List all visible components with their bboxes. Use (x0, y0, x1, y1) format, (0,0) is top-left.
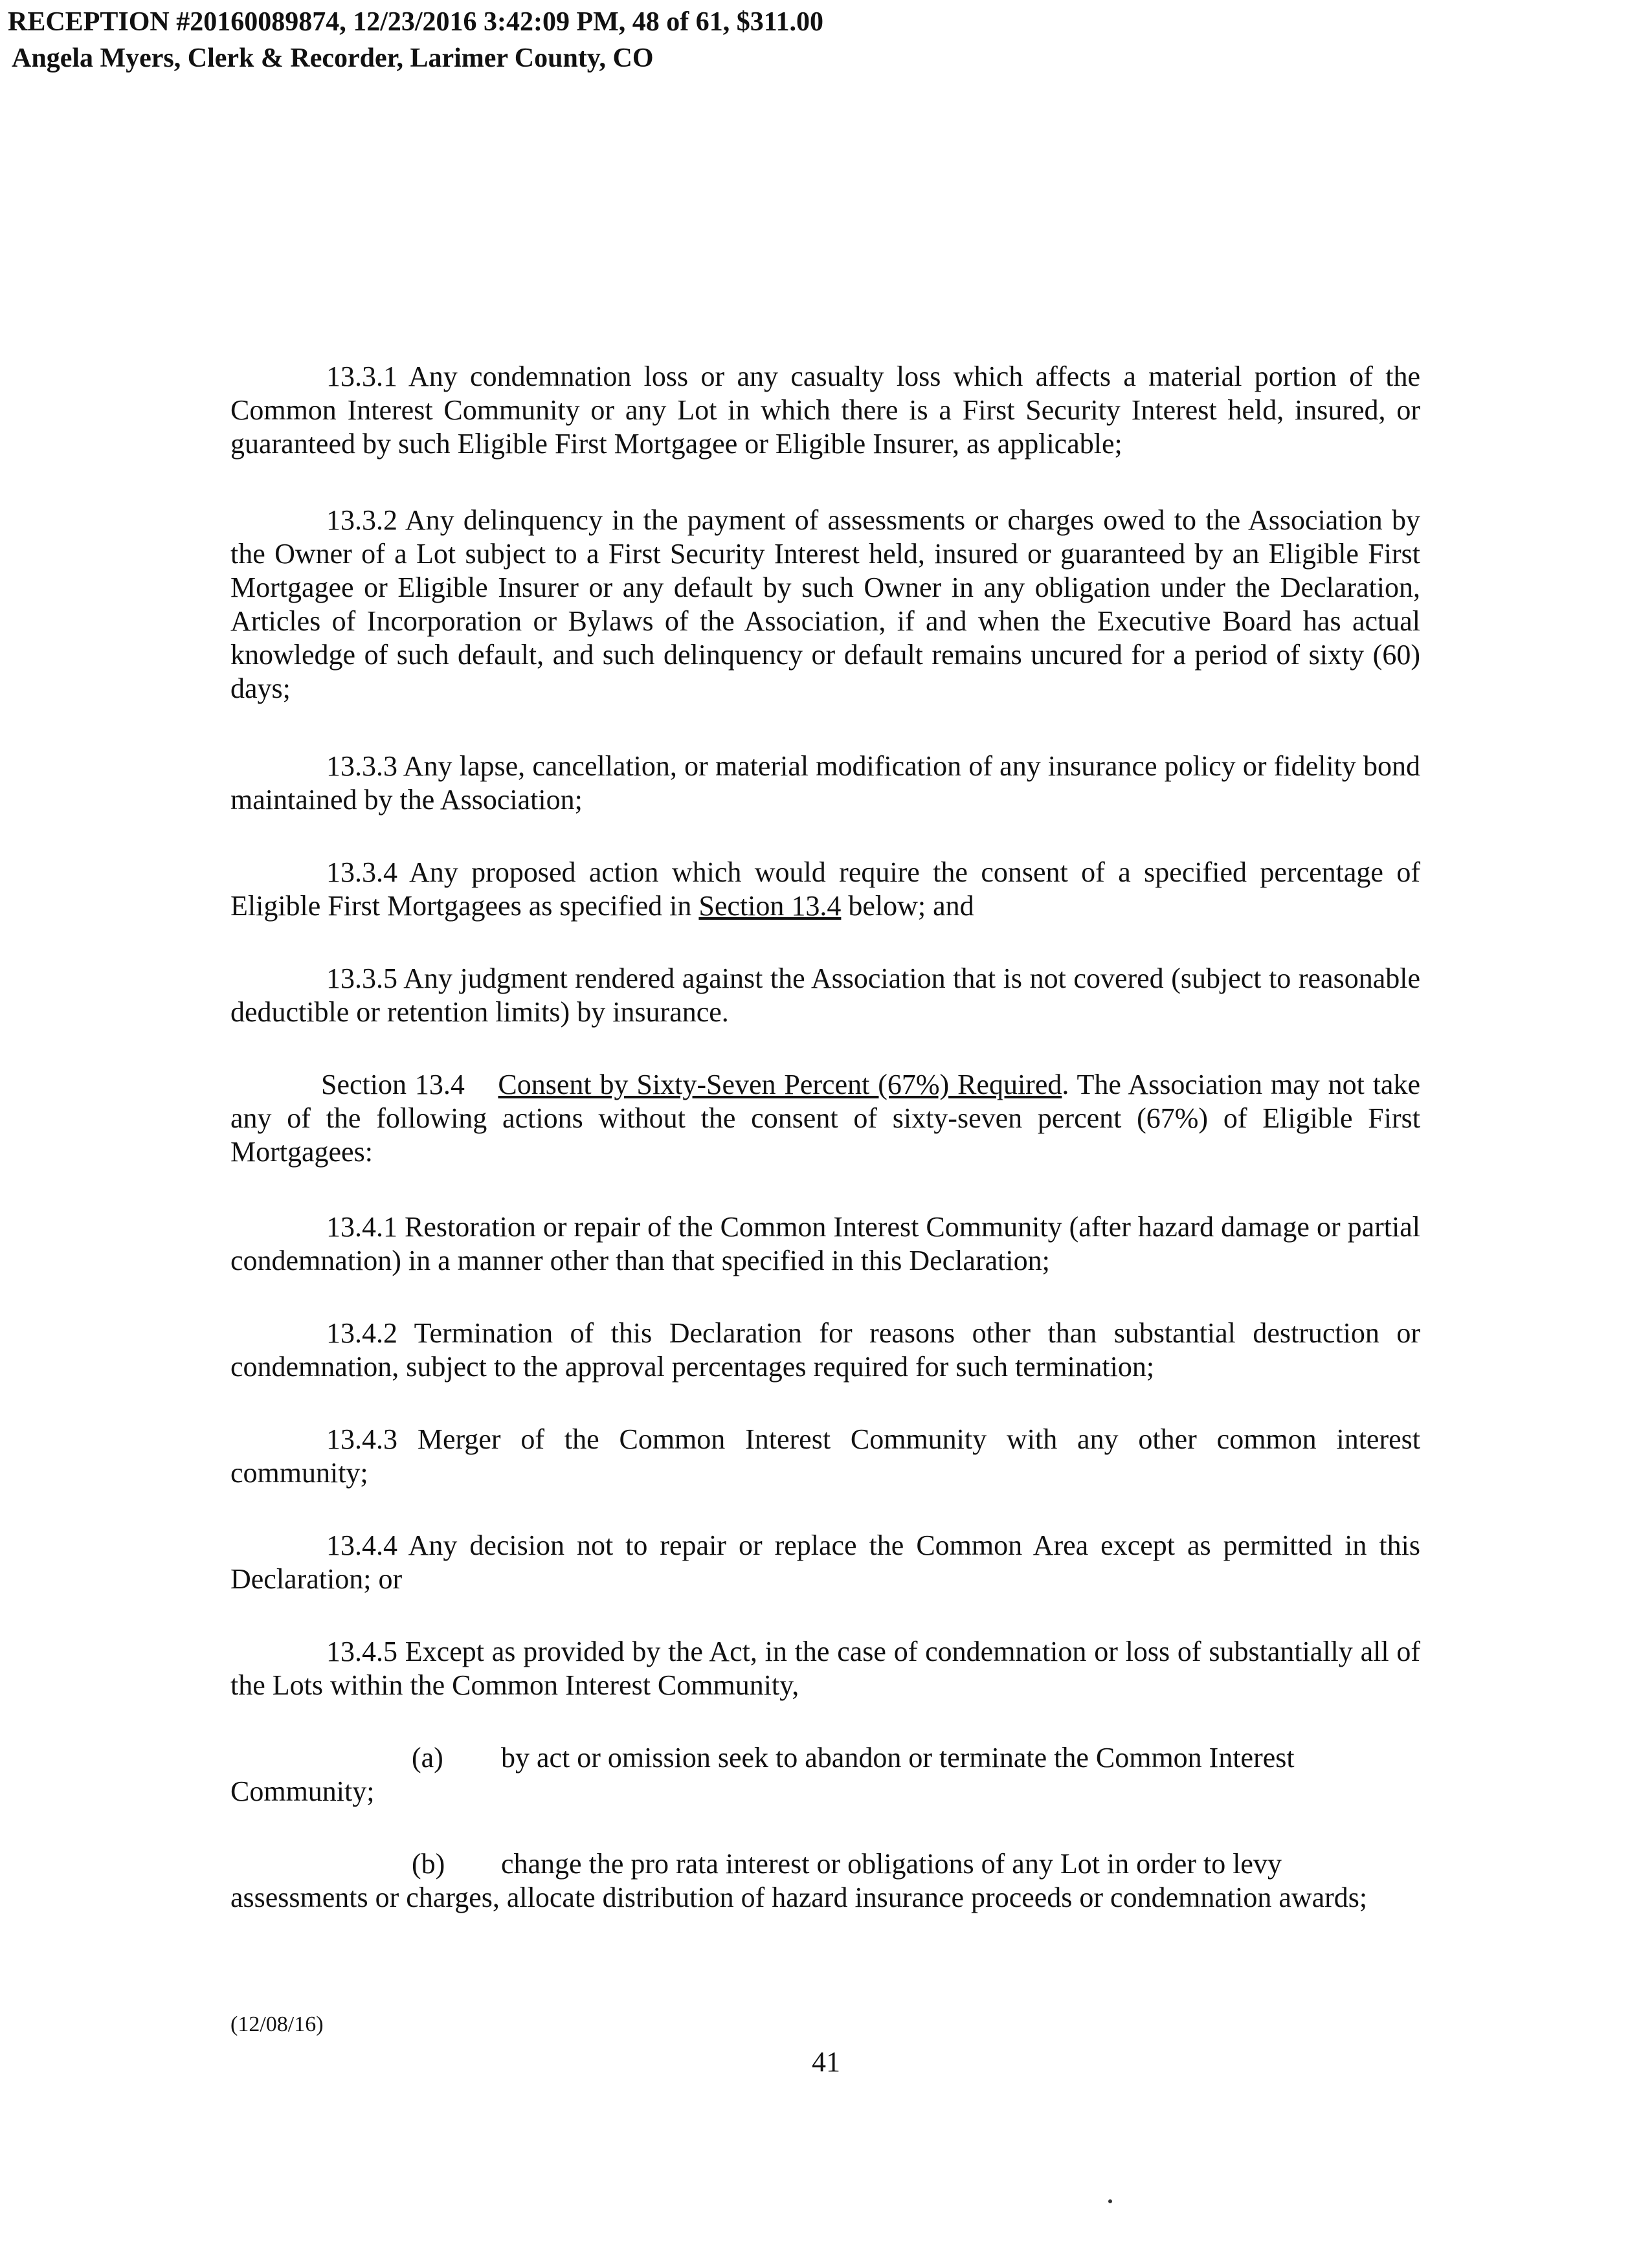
paragraph-13-4-1: 13.4.1 Restoration or repair of the Common Interest Community (after hazard damage or partial condemnation) in a manner other than that specified in this Declaration; (230, 1211, 1420, 1276)
paragraph-13-4-5: 13.4.5 Except as provided by the Act, in the case of condemnation or loss of substantially all of the Lots within the Common Interest Community, (230, 1636, 1420, 1701)
paragraph-13-4-4: 13.4.4 Any decision not to repair or replace the Common Area except as permitted in this Declaration; or (230, 1529, 1420, 1595)
paragraph-13-3-4: 13.3.4 Any proposed action which would require the consent of a specified percentage of Eligible First Mortgagees as specified in Section 13.4 below; and (230, 856, 1420, 922)
paragraph-13-3-5: 13.3.5 Any judgment rendered against the Association that is not covered (subject to reasonable deductible or retention limits) by insurance. (230, 962, 1420, 1028)
subparagraph-b: (b) change the pro rata interest or obligations of any Lot in order to levy assessments or charges, allocate distribution of hazard insurance proceeds or condemnation awards; (230, 1848, 1368, 1913)
paragraph-13-3-1: 13.3.1 Any condemnation loss or any casualty loss which affects a material portion of the Common Interest Community or any Lot in which there is a First Security Interest held, insured, or guaranteed by such Eligible First Mortgagee or Eligible Insurer, as applicable; (230, 361, 1420, 460)
section-title: Consent by Sixty-Seven Percent (67%) Required (498, 1069, 1062, 1100)
section-13-4: Section 13.4 Consent by Sixty-Seven Percent (67%) Required. The Association may not take any of the following actions without the consent of sixty-seven percent (67%) of Eligible First Mortgagees: (230, 1069, 1420, 1168)
page-number: 41 (812, 2046, 840, 2078)
recorder-line: Angela Myers, Clerk & Recorder, Larimer County, CO (12, 43, 654, 73)
scan-speck (1108, 2199, 1112, 2203)
paragraph-13-4-3: 13.4.3 Merger of the Common Interest Community with any other common interest community; (230, 1423, 1420, 1489)
subparagraph-a: (a) by act or omission seek to abandon or terminate the Common Interest Community; (230, 1742, 1295, 1807)
section-label: Section 13.4 (321, 1069, 465, 1100)
paragraph-13-3-2: 13.3.2 Any delinquency in the payment of assessments or charges owed to the Association by the Owner of a Lot subject to a First Security Interest held, insured or guaranteed by an Eligible First Mortgagee or Eligible Insurer or any default by such Owner in any obligation under the Declaration, Articles of Incorporation or Bylaws of the Association, if and when the Executive Board has actual knowledge of such default, and such delinquency or default remains uncured for a period of sixty (60) days; (230, 504, 1420, 704)
paragraph-13-3-3: 13.3.3 Any lapse, cancellation, or material modification of any insurance policy or fidelity bond maintained by the Association; (230, 750, 1420, 816)
reception-line: RECEPTION #20160089874, 12/23/2016 3:42:09 PM, 48 of 61, $311.00 (8, 7, 823, 37)
subparagraph-b-label: (b) (412, 1848, 445, 1880)
subparagraph-a-label: (a) (412, 1742, 443, 1773)
paragraph-13-4-2: 13.4.2 Termination of this Declaration for reasons other than substantial destruction or condemnation, subject to the approval percentages required for such termination; (230, 1317, 1420, 1383)
section-reference-link: Section 13.4 (698, 890, 842, 922)
revision-date: (12/08/16) (230, 2012, 324, 2036)
recording-stamp (8, 4, 823, 76)
